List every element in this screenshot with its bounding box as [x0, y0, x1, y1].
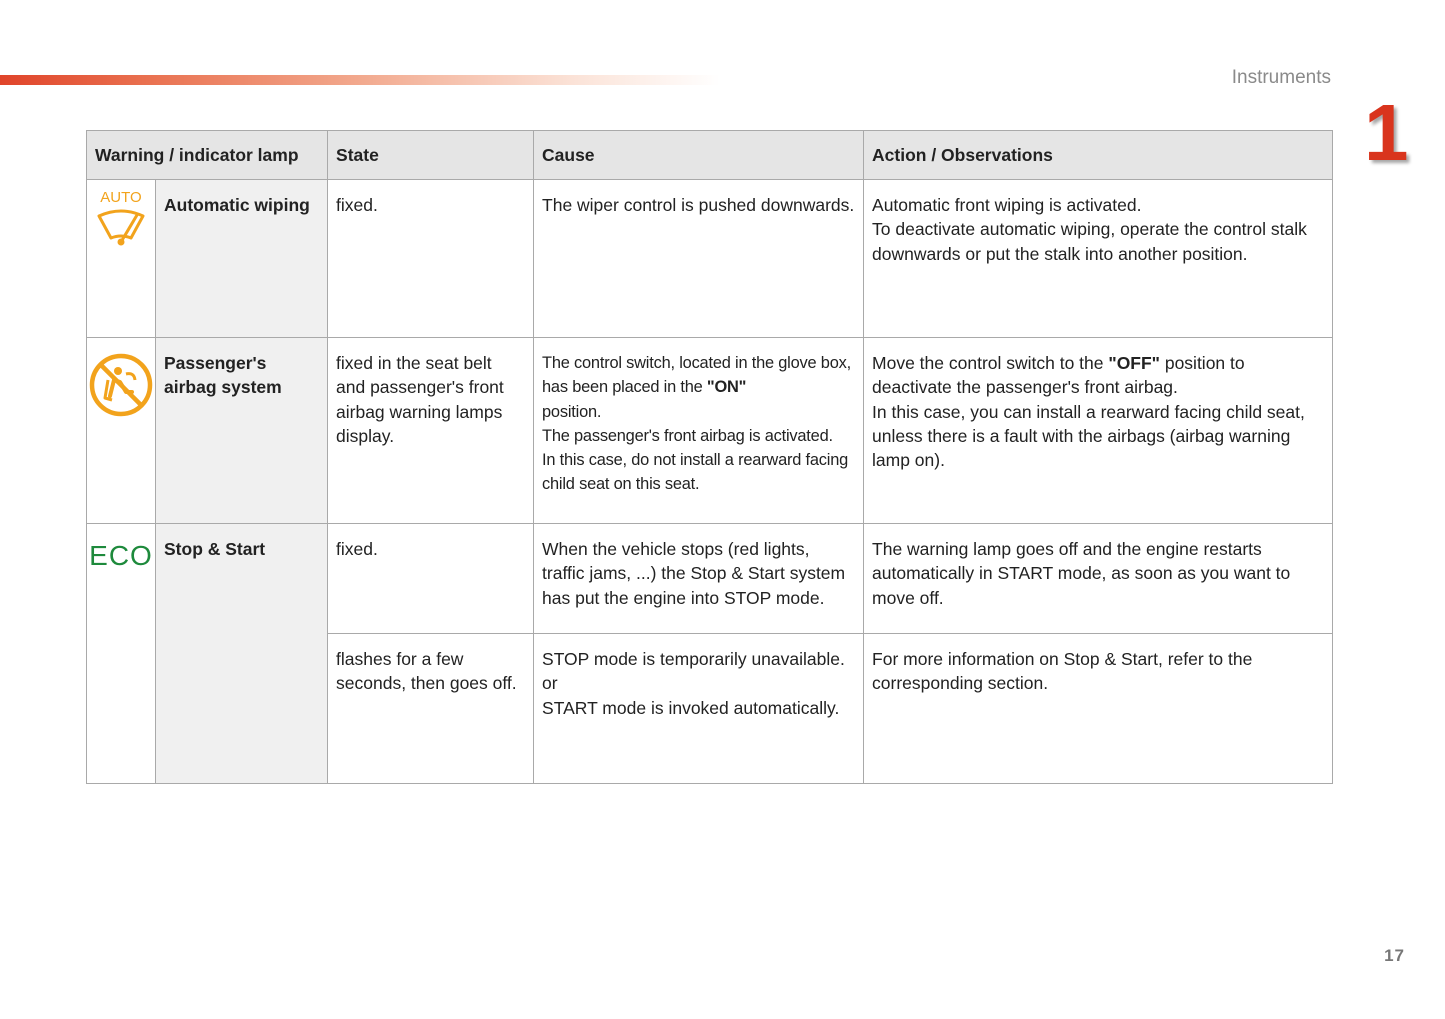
cause-line: START mode is invoked automatically. [542, 697, 840, 718]
cause-text: The passenger's front airbag is activated. [542, 426, 833, 445]
lamp-name: Automatic wiping [156, 180, 328, 338]
warning-lamps-table [86, 130, 1333, 784]
passenger-airbag-off-icon [88, 352, 154, 418]
cause-cell [534, 338, 864, 524]
cause-cell: When the vehicle stops (red lights, traffic jams, ...) the Stop & Start system has put the engine into STOP mode. [534, 524, 864, 634]
icon-cell [87, 524, 156, 784]
cause-line: STOP mode is temporarily unavailable. [542, 649, 845, 669]
svg-text:AUTO: AUTO [100, 189, 142, 206]
column-header-lamp: Warning / indicator lamp [87, 131, 328, 180]
action-off-label: "OFF" [1108, 353, 1160, 373]
action-line: Automatic front wiping is activated. [872, 195, 1142, 215]
action-cell [864, 180, 1333, 338]
state-cell: fixed in the seat belt and passenger's front airbag warning lamps display. [328, 338, 534, 524]
icon-cell [87, 180, 156, 338]
auto-wiping-icon [91, 186, 151, 250]
action-cell: The warning lamp goes off and the engine restarts automatically in START mode, as soon as you want to move off. [864, 524, 1333, 634]
action-cell: For more information on Stop & Start, refer to the corresponding section. [864, 634, 1333, 784]
cause-on-label: "ON" [706, 378, 747, 397]
svg-text:ECO: ECO [90, 540, 152, 570]
cause-cell: The wiper control is pushed downwards. [534, 180, 864, 338]
chapter-number: 1 [1364, 88, 1409, 177]
cause-line: or [542, 673, 558, 694]
cause-cell [534, 634, 864, 784]
lamp-name: Passenger's airbag system [156, 338, 328, 524]
header-accent-bar [0, 75, 720, 85]
column-header-action: Action / Observations [864, 131, 1333, 180]
action-cell [864, 338, 1333, 524]
table-header-row [87, 131, 1333, 180]
action-text: Move the control switch to the [872, 353, 1109, 373]
cause-text: position. [542, 402, 602, 421]
action-text: position to deactivate the passenger's front airbag. [872, 353, 1245, 398]
lamp-name: Stop & Start [156, 524, 328, 784]
table-row-stop-start [87, 524, 1333, 634]
column-header-state: State [328, 131, 534, 180]
cause-text: The control switch, located in the glove box, has been placed in the [542, 354, 851, 397]
state-cell: fixed. [328, 180, 534, 338]
section-title: Instruments [1231, 67, 1331, 88]
page-number: 17 [1384, 946, 1405, 965]
table-row-passenger-airbag [87, 338, 1333, 524]
state-cell: flashes for a few seconds, then goes off. [328, 634, 534, 784]
cause-text: In this case, do not install a rearward facing child seat on this seat. [542, 451, 849, 494]
icon-cell [87, 338, 156, 524]
eco-stop-start-icon [90, 540, 152, 570]
action-line: To deactivate automatic wiping, operate the control stalk downwards or put the stalk into another position. [872, 219, 1307, 264]
action-text: In this case, you can install a rearward facing child seat, unless there is a fault with the airbags (airbag warning lamp on). [872, 401, 1305, 471]
state-cell: fixed. [328, 524, 534, 634]
column-header-cause: Cause [534, 131, 864, 180]
table-row-automatic-wiping [87, 180, 1333, 338]
